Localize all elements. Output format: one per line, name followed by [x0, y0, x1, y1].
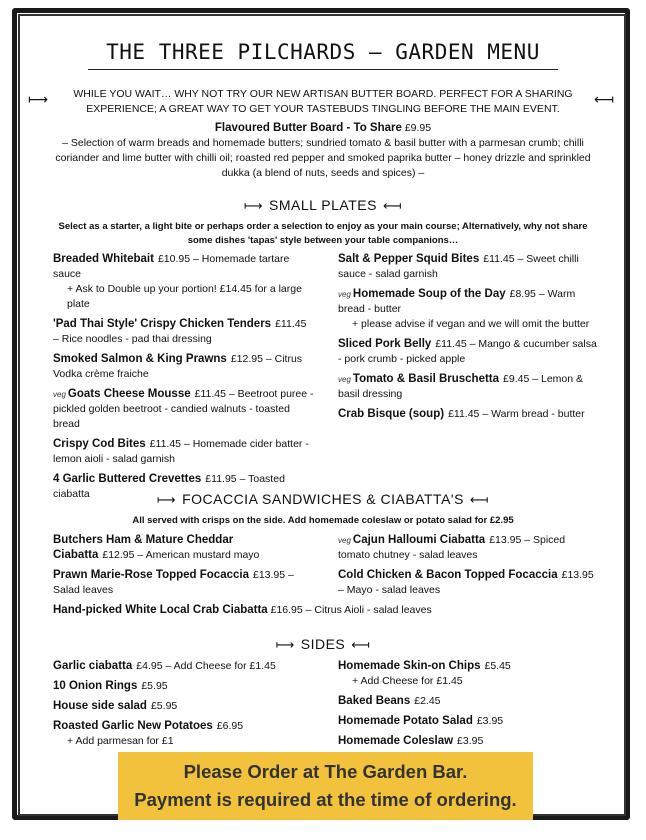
- menu-item: [338, 287, 600, 332]
- sides-heading: ⟼ SIDES ⟻: [275, 636, 371, 652]
- item-desc: – Homemade cider batter - lemon aioli - salad garnish: [53, 438, 309, 465]
- item-desc: – Salad leaves: [53, 569, 294, 596]
- sandwiches-right: [338, 533, 600, 603]
- item-note: + Add Cheese for £1.45: [352, 675, 463, 687]
- small-plates-heading: ⟼ SMALL PLATES ⟻: [243, 197, 403, 213]
- butter-board: [48, 121, 598, 181]
- item-price: £16.95: [270, 604, 303, 616]
- item-price: £8.95: [509, 288, 536, 300]
- item-note: + Ask to Double up your portion! £14.45 for a large plate: [67, 283, 302, 310]
- item-name: 4 Garlic Buttered Crevettes: [53, 473, 202, 485]
- item-name: Garlic ciabatta: [53, 660, 133, 672]
- item-desc: – Lemon & basil dressing: [338, 373, 584, 400]
- vegetarian-icon: veg: [53, 390, 66, 399]
- item-name: Smoked Salmon & King Prawns: [53, 353, 227, 365]
- item-name: Goats Cheese Mousse: [67, 388, 191, 400]
- small-plates-left: [53, 252, 315, 507]
- item-desc: – American mustard mayo: [137, 549, 260, 561]
- menu-item: [53, 252, 315, 312]
- item-name: House side salad: [53, 700, 147, 712]
- item-price: £13.95: [489, 534, 522, 546]
- menu-title: THE THREE PILCHARDS – GARDEN MENU: [106, 40, 540, 64]
- intro-text: WHILE YOU WAIT… WHY NOT TRY OUR NEW ARTISAN BUTTER BOARD. PERFECT FOR A SHARING EXPERIENCE; A GREAT WAY TO GET YOUR TASTEBUDS TINGLING BEFORE THE MAIN EVENT.: [73, 88, 573, 115]
- item-desc: – Add Cheese for £1.45: [165, 660, 276, 672]
- item-name: Crispy Cod Bites: [53, 438, 146, 450]
- item-name: Cold Chicken & Bacon Topped Focaccia: [338, 569, 558, 581]
- item-desc: – Rice noodles - pad thai dressing: [53, 333, 212, 345]
- arrow-right-icon: ⟼: [156, 492, 177, 507]
- item-name: Roasted Garlic New Potatoes: [53, 720, 213, 732]
- menu-item: [53, 699, 315, 714]
- item-price: £12.95: [230, 353, 263, 365]
- item-price: £12.95: [102, 549, 135, 561]
- sandwiches-subheading: All served with crisps on the side. Add homemade coleslaw or potato salad for £2.95: [132, 515, 514, 526]
- item-price: £10.95: [157, 253, 191, 265]
- item-desc: – Homemade tartare sauce: [53, 253, 290, 280]
- menu-item: [53, 659, 315, 674]
- item-price: £11.45: [149, 438, 182, 450]
- item-name: Hand-picked White Local Crab Ciabatta: [53, 604, 268, 616]
- item-name: Crab Bisque (soup): [338, 408, 445, 420]
- menu-item: [338, 659, 600, 689]
- menu-item: [338, 407, 600, 422]
- menu-item: [338, 372, 600, 402]
- menu-item: [53, 352, 315, 382]
- sandwiches-left: [53, 533, 315, 603]
- left-arrow-icon: ⟼: [28, 91, 49, 107]
- item-price: £13.95: [252, 569, 286, 581]
- item-name: Baked Beans: [338, 695, 411, 707]
- menu-item: [53, 317, 315, 347]
- menu-item: [53, 533, 315, 563]
- butter-board-price: £9.95: [404, 122, 432, 134]
- item-price: £2.45: [414, 695, 441, 707]
- item-name: Tomato & Basil Bruschetta: [352, 373, 500, 385]
- arrow-left-icon: ⟻: [469, 492, 490, 507]
- item-note: + Add parmesan for £1: [67, 735, 174, 747]
- sides-right: [338, 659, 600, 754]
- item-price: £13.95: [561, 569, 594, 581]
- item-price: £11.45: [435, 338, 467, 350]
- order-banner: [118, 752, 533, 820]
- item-desc: – Warm bread - butter: [338, 288, 576, 315]
- item-name: Homemade Soup of the Day: [352, 288, 506, 300]
- vegetarian-icon: veg: [338, 536, 351, 545]
- menu-item: [338, 734, 600, 749]
- item-desc: – Warm bread - butter: [482, 408, 585, 420]
- item-name: Prawn Marie-Rose Topped Focaccia: [53, 569, 249, 581]
- item-price: £11.45: [483, 253, 515, 265]
- menu-item: [338, 568, 600, 598]
- item-price: £11.95: [205, 473, 237, 485]
- menu-item: [53, 437, 315, 467]
- item-price: £11.45: [194, 388, 226, 400]
- arrow-left-icon: ⟻: [351, 637, 371, 652]
- item-desc: – Toasted ciabatta: [53, 473, 285, 500]
- item-price: £9.45: [503, 373, 530, 385]
- menu-item: [338, 714, 600, 729]
- banner-line-2: Payment is required at the time of ordering.: [134, 789, 517, 810]
- small-plates-subheading: Select as a starter, a light bite or perhaps order a selection to enjoy as your main course; Alternatively, why not share some dishes 'tapas' style between your table companions…: [58, 221, 588, 246]
- item-name: Homemade Skin-on Chips: [338, 660, 481, 672]
- menu-item: [338, 252, 600, 282]
- item-name: Butchers Ham & Mature Cheddar Ciabatta: [53, 534, 234, 561]
- item-name: 'Pad Thai Style' Crispy Chicken Tenders: [53, 318, 272, 330]
- item-desc: – Beetroot puree - pickled golden beetroot - candied walnuts - toasted bread: [53, 388, 314, 430]
- item-name: Sliced Pork Belly: [338, 338, 432, 350]
- menu-item: [338, 337, 600, 367]
- arrow-left-icon: ⟻: [382, 198, 403, 213]
- item-price: £6.95: [216, 720, 244, 732]
- arrow-right-icon: ⟼: [275, 637, 295, 652]
- item-price: £5.95: [150, 700, 178, 712]
- title-underline: [88, 69, 558, 70]
- banner-line-1: Please Order at The Garden Bar.: [183, 761, 468, 782]
- menu-item: [53, 387, 315, 432]
- item-name: Homemade Potato Salad: [338, 715, 473, 727]
- item-desc: – Mayo - salad leaves: [338, 584, 441, 596]
- small-plates-right: [338, 252, 600, 427]
- crab-ciabatta: [53, 603, 598, 618]
- item-desc: – Spiced tomato chutney - salad leaves: [338, 534, 566, 561]
- item-name: Homemade Coleslaw: [338, 735, 454, 747]
- item-name: Salt & Pepper Squid Bites: [338, 253, 480, 265]
- item-note: + please advise if vegan and we will omit the butter: [352, 318, 590, 330]
- item-price: £4.95: [136, 660, 163, 672]
- item-desc: – Citrus Vodka crème fraiche: [53, 353, 303, 380]
- menu-item: [53, 719, 315, 749]
- menu-item: [338, 694, 600, 709]
- item-price: £11.45: [275, 318, 307, 330]
- vegetarian-icon: veg: [338, 375, 351, 384]
- item-desc: – Sweet chilli sauce - salad garnish: [338, 253, 579, 280]
- butter-board-name: Flavoured Butter Board - To Share: [214, 122, 402, 134]
- item-name: 10 Onion Rings: [53, 680, 138, 692]
- item-desc: – Citrus Aioli - salad leaves: [305, 604, 432, 616]
- menu-item: [338, 533, 600, 563]
- item-price: £3.95: [476, 715, 504, 727]
- item-desc: – Mango & cucumber salsa - pork crumb - picked apple: [338, 338, 597, 365]
- sides-left: [53, 659, 315, 754]
- item-price: £11.45: [448, 408, 480, 420]
- arrow-right-icon: ⟼: [243, 198, 264, 213]
- vegetarian-icon: veg: [338, 290, 351, 299]
- item-price: £3.95: [457, 735, 484, 747]
- item-price: £5.45: [484, 660, 511, 672]
- right-arrow-icon: ⟻: [594, 91, 615, 107]
- butter-board-desc: – Selection of warm breads and homemade butters; sundried tomato & basil butter with a parmesan crumb; chilli coriander and lime butter with chilli oil; roasted red pepper and smoked paprika butter – honey drizzle and sprinkled dukka (a blend of nuts, seeds and spices) –: [55, 137, 591, 179]
- sandwiches-heading: ⟼ FOCACCIA SANDWICHES & CIABATTA'S ⟻: [156, 491, 490, 507]
- menu-item: [53, 679, 315, 694]
- item-price: £5.95: [141, 680, 168, 692]
- item-name: Breaded Whitebait: [53, 253, 154, 265]
- menu-item: [53, 568, 315, 598]
- item-name: Cajun Halloumi Ciabatta: [352, 534, 486, 546]
